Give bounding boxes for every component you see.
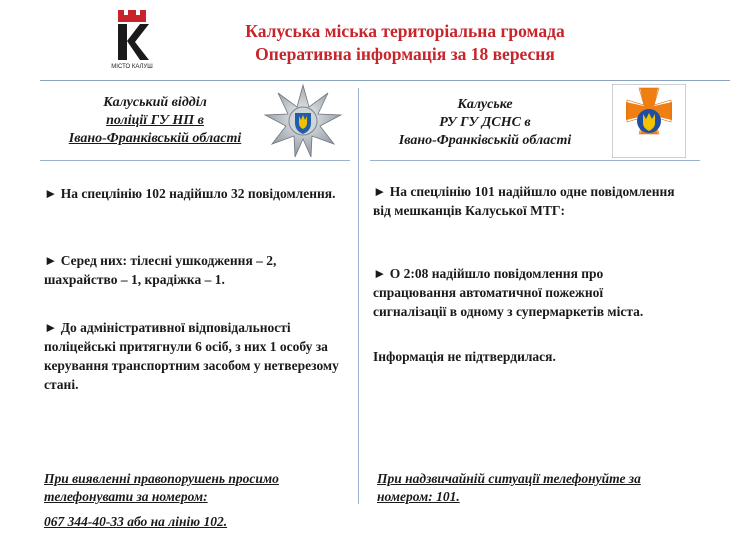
police-unit-heading (40, 94, 270, 148)
header-title-line1: Калуська міська територіальна громада (245, 21, 565, 41)
police-unit-line: поліції ГУ НП в (106, 113, 204, 128)
dsns-cross-emblem-icon (612, 84, 686, 158)
dsns-report-item: ► О 2:08 надійшло повідомлення про спрацювання автоматичної пожежної сигналізації в одному з супермаркетів міста. (373, 266, 644, 319)
dsns-unit-line: Калуське (457, 97, 513, 112)
dsns-unit-line: Івано-Франківській області (398, 133, 572, 148)
dsns-report-item: Інформація не підтвердилася. (373, 349, 556, 364)
kalush-city-logo (110, 8, 154, 80)
police-footer-request: При виявленні правопорушень просимо телефонувати за номером: (44, 471, 279, 504)
dsns-report-item: ► На спецлінію 101 надійшло одне повідомлення від мешканців Калуської МТГ: (373, 184, 675, 218)
police-heading-divider (40, 160, 350, 161)
police-report-item: ► На спецлінію 102 надійшло 32 повідомлення. (44, 186, 336, 201)
police-star-emblem-icon (262, 83, 344, 159)
column-divider (358, 88, 359, 504)
police-footer-phone: 067 344-40-33 або на лінію 102. (44, 514, 228, 529)
dsns-unit-line: РУ ГУ ДСНС в (439, 115, 531, 130)
police-report-item: ► Серед них: тілесні ушкодження – 2, шахрайство – 1, крадіжка – 1. (44, 253, 277, 287)
header-title-line2: Оперативна інформація за 18 вересня (255, 44, 555, 64)
logo-caption: МІСТО КАЛУШ (111, 64, 153, 70)
police-unit-line: Івано-Франківській області (68, 131, 242, 146)
dsns-unit-heading (370, 96, 600, 150)
police-report-item: ► До адміністративної відповідальності поліцейські притягнули 6 осіб, з них 1 особу за керування транспортним засобом у нетверезому стані. (44, 320, 339, 392)
header-divider (40, 80, 730, 81)
dsns-footer-request: При надзвичайній ситуації телефонуйте за номером: 101. (377, 471, 641, 504)
police-unit-line: Калуський відділ (103, 95, 207, 110)
dsns-heading-divider (370, 160, 700, 161)
